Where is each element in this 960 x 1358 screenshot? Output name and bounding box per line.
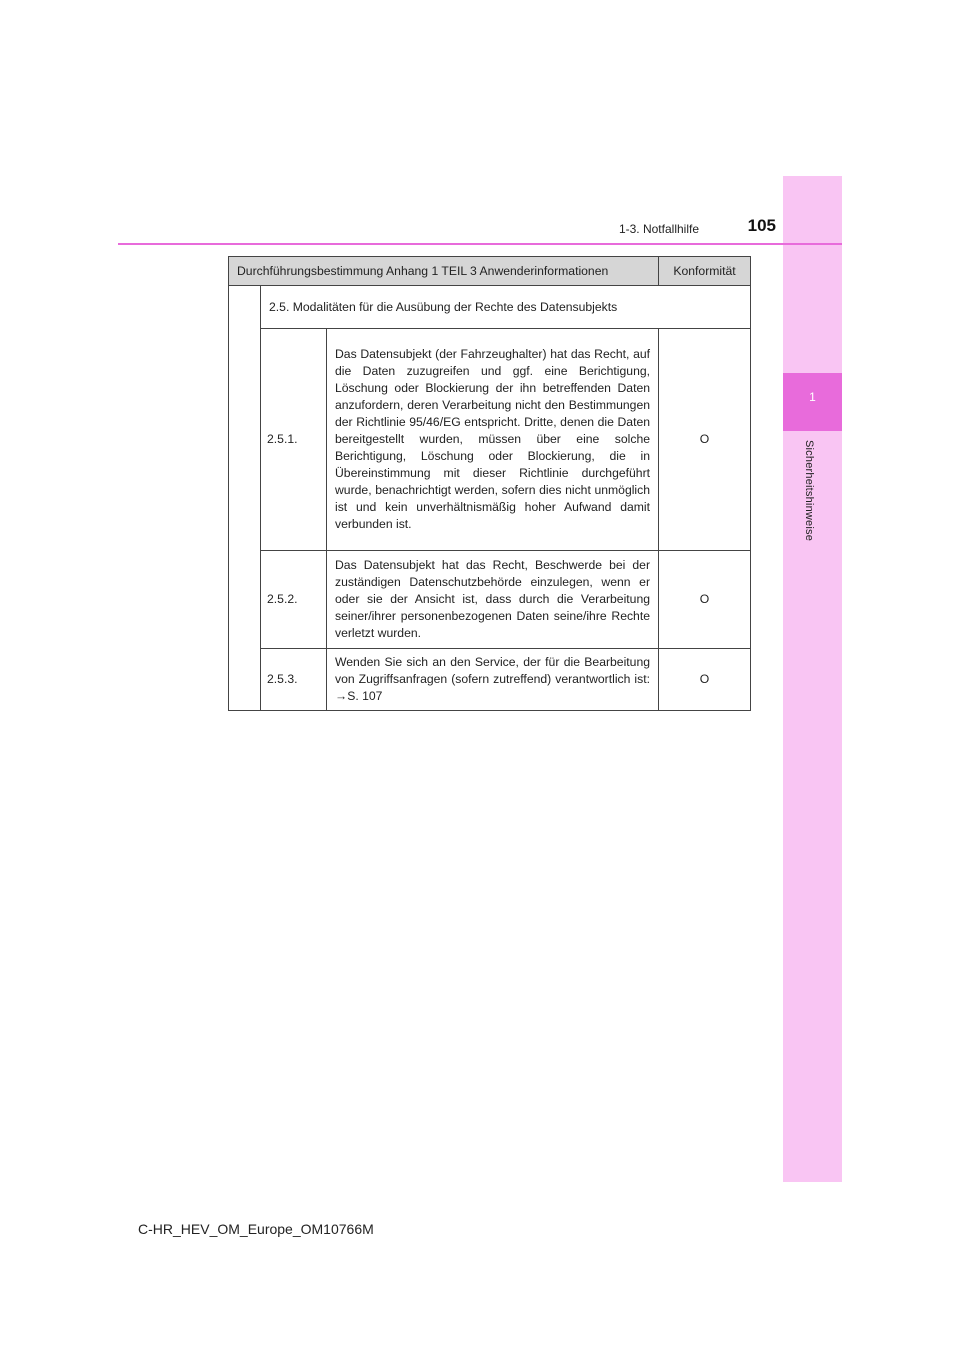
chapter-side-tab <box>783 176 842 1182</box>
indent-cell <box>229 286 261 711</box>
row-conformity: O <box>659 551 751 649</box>
row-text: Wenden Sie sich an den Service, der für die Bearbeitung von Zugriffsanfragen (sofern zutreffend) verantwortlich ist: →S. 107 <box>327 649 659 711</box>
page-number: 105 <box>747 216 776 235</box>
table-subheading-row <box>229 286 751 329</box>
subheading-2-5: 2.5. Modalitäten für die Ausübung der Rechte des Datensubjekts <box>261 286 751 329</box>
header-divider <box>118 243 842 245</box>
table-row <box>229 329 751 551</box>
table-row <box>229 649 751 711</box>
chapter-label: Sicherheitshinweise <box>803 440 815 542</box>
row-number: 2.5.1. <box>261 329 327 551</box>
row-text: Das Datensubjekt (der Fahrzeughalter) hat das Recht, auf die Daten zuzugreifen und ggf. eine Berichtigung, Löschung oder Blockierung der ihn betreffenden Daten anzufordern, deren Verarbeitung nicht den Bestimmungen der Richtlinie 95/46/EG entspricht. Dritte, denen die Daten bereitgestellt wurden, müssen über eine solche Berichtigung, Löschung oder Blockierung, die in Übereinstimmung mit dieser Richtlinie durchgeführt wurde, benachrichtigt werden, sofern dies nicht unmöglich ist und kein unverhältnismäßig hoher Aufwand damit verbunden ist. <box>327 329 659 551</box>
section-title: 1-3. Notfallhilfe <box>618 222 699 236</box>
header-conformity: Konformität <box>659 257 751 286</box>
row-number: 2.5.2. <box>261 551 327 649</box>
table-header-row <box>229 257 751 286</box>
row-text: Das Datensubjekt hat das Recht, Beschwerde bei der zuständigen Datenschutzbehörde einzulegen, wenn er oder sie der Ansicht ist, dass durch die Verarbeitung seiner/ihrer personenbezogenen Daten seine/ihre Rechte verletzt wurden. <box>327 551 659 649</box>
table-row <box>229 551 751 649</box>
header-regulation: Durchführungsbestimmung Anhang 1 TEIL 3 Anwenderinformationen <box>229 257 659 286</box>
row-conformity: O <box>659 329 751 551</box>
chapter-number: 1 <box>809 390 816 404</box>
row-conformity: O <box>659 649 751 711</box>
row-number: 2.5.3. <box>261 649 327 711</box>
data-rights-table <box>228 256 751 711</box>
document-id: C-HR_HEV_OM_Europe_OM10766M <box>138 1221 374 1237</box>
